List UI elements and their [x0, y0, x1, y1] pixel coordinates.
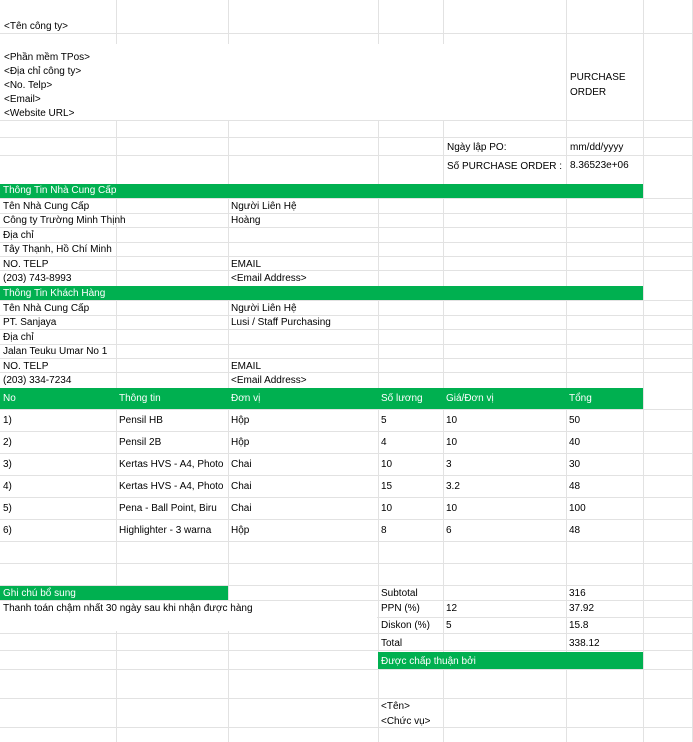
- row-unit[interactable]: Hộp: [231, 415, 250, 426]
- supplier-email-value[interactable]: <Email Address>: [231, 273, 307, 284]
- customer-section-title: Thông Tin Khách Hàng: [3, 288, 106, 299]
- col-header-unit: Đơn vị: [231, 393, 261, 404]
- customer-contact-value[interactable]: Lusi / Staff Purchasing: [231, 317, 331, 328]
- supplier-contact-value[interactable]: Hoàng: [231, 215, 261, 226]
- supplier-phone-value[interactable]: (203) 743-8993: [3, 273, 72, 284]
- row-price[interactable]: 3: [446, 459, 452, 470]
- customer-name-label: Tên Nhà Cung Cấp: [3, 303, 90, 314]
- po-date-value[interactable]: mm/dd/yyyy: [570, 142, 624, 153]
- col-header-qty: Số lương: [381, 393, 423, 404]
- supplier-section-title: Thông Tin Nhà Cung Cấp: [3, 185, 117, 196]
- doc-title-line-2: ORDER: [570, 87, 607, 98]
- ppn-label: PPN (%): [381, 603, 420, 614]
- row-no: 4): [3, 481, 12, 492]
- doc-title-line-1: PURCHASE: [570, 72, 626, 83]
- customer-name-value[interactable]: PT. Sanjaya: [3, 317, 57, 328]
- items-table-header: [0, 388, 643, 409]
- row-total[interactable]: 40: [569, 437, 581, 448]
- discount-value: 15.8: [569, 620, 589, 631]
- col-header-total: Tổng: [569, 393, 592, 404]
- discount-label: Diskon (%): [381, 620, 430, 631]
- customer-phone-value[interactable]: (203) 334-7234: [3, 375, 72, 386]
- row-unit[interactable]: Chai: [231, 481, 252, 492]
- row-unit[interactable]: Chai: [231, 503, 252, 514]
- row-price[interactable]: 6: [446, 525, 452, 536]
- row-qty[interactable]: 10: [381, 503, 393, 514]
- col-header-info: Thông tin: [119, 393, 161, 404]
- notes-text[interactable]: Thanh toán chậm nhất 30 ngày sau khi nhận được hàng: [3, 603, 253, 614]
- customer-address-label: Địa chỉ: [3, 332, 34, 343]
- approver-name[interactable]: <Tên>: [381, 701, 410, 712]
- total-label: Total: [381, 638, 403, 649]
- subtotal-value: 316: [569, 588, 586, 599]
- customer-contact-label: Người Liên Hệ: [231, 303, 297, 314]
- row-info[interactable]: Highlighter - 3 warna: [119, 525, 212, 536]
- subtotal-label: Subtotal: [381, 588, 418, 599]
- supplier-contact-label: Người Liên Hệ: [231, 201, 297, 212]
- approval-title: Được chấp thuận bởi: [381, 656, 476, 667]
- supplier-address-label: Địa chỉ: [3, 230, 34, 241]
- row-qty[interactable]: 4: [381, 437, 387, 448]
- row-info[interactable]: Pensil 2B: [119, 437, 162, 448]
- row-price[interactable]: 10: [446, 415, 458, 426]
- po-number-value[interactable]: 8.36523e+06: [570, 160, 629, 171]
- row-unit[interactable]: Hộp: [231, 437, 250, 448]
- row-unit[interactable]: Hộp: [231, 525, 250, 536]
- company-website: <Website URL>: [4, 108, 75, 119]
- company-phone: <No. Telp>: [4, 80, 53, 91]
- row-total[interactable]: 48: [569, 525, 581, 536]
- notes-title: Ghi chú bổ sung: [3, 588, 76, 599]
- row-no: 6): [3, 525, 12, 536]
- customer-address-value[interactable]: Jalan Teuku Umar No 1: [3, 346, 108, 357]
- supplier-name-label: Tên Nhà Cung Cấp: [3, 201, 90, 212]
- row-info[interactable]: Pensil HB: [119, 415, 163, 426]
- customer-email-label: EMAIL: [231, 361, 262, 372]
- row-unit[interactable]: Chai: [231, 459, 252, 470]
- row-qty[interactable]: 8: [381, 525, 387, 536]
- row-price[interactable]: 3.2: [446, 481, 460, 492]
- company-address: <Địa chỉ công ty>: [4, 66, 82, 77]
- row-info[interactable]: Pena - Ball Point, Biru: [119, 503, 217, 514]
- ppn-value: 37.92: [569, 603, 595, 614]
- approver-position[interactable]: <Chức vụ>: [381, 716, 431, 727]
- row-price[interactable]: 10: [446, 503, 458, 514]
- supplier-address-value[interactable]: Tây Thạnh, Hồ Chí Minh: [3, 244, 112, 255]
- row-info[interactable]: Kertas HVS - A4, Photo: [119, 459, 224, 470]
- row-total[interactable]: 100: [569, 503, 586, 514]
- row-total[interactable]: 30: [569, 459, 581, 470]
- row-total[interactable]: 50: [569, 415, 581, 426]
- row-no: 2): [3, 437, 12, 448]
- customer-phone-label: NO. TELP: [3, 361, 49, 372]
- supplier-name-value[interactable]: Công ty Trường Minh Thịnh: [3, 215, 126, 226]
- row-no: 5): [3, 503, 12, 514]
- col-header-no: No: [3, 393, 16, 404]
- company-email: <Email>: [4, 94, 41, 105]
- row-qty[interactable]: 5: [381, 415, 387, 426]
- po-date-label: Ngày lập PO:: [447, 142, 507, 153]
- software-name: <Phần mềm TPos>: [4, 52, 90, 63]
- row-qty[interactable]: 10: [381, 459, 393, 470]
- row-no: 1): [3, 415, 12, 426]
- supplier-phone-label: NO. TELP: [3, 259, 49, 270]
- discount-rate[interactable]: 5: [446, 620, 452, 631]
- po-number-label: Số PURCHASE ORDER :: [447, 161, 563, 172]
- row-price[interactable]: 10: [446, 437, 458, 448]
- supplier-email-label: EMAIL: [231, 259, 262, 270]
- total-value: 338.12: [569, 638, 600, 649]
- customer-email-value[interactable]: <Email Address>: [231, 375, 307, 386]
- ppn-rate[interactable]: 12: [446, 603, 458, 614]
- row-no: 3): [3, 459, 12, 470]
- row-total[interactable]: 48: [569, 481, 581, 492]
- company-name: <Tên công ty>: [4, 21, 68, 32]
- row-info[interactable]: Kertas HVS - A4, Photo: [119, 481, 224, 492]
- row-qty[interactable]: 15: [381, 481, 393, 492]
- col-header-price: Giá/Đơn vị: [446, 393, 494, 404]
